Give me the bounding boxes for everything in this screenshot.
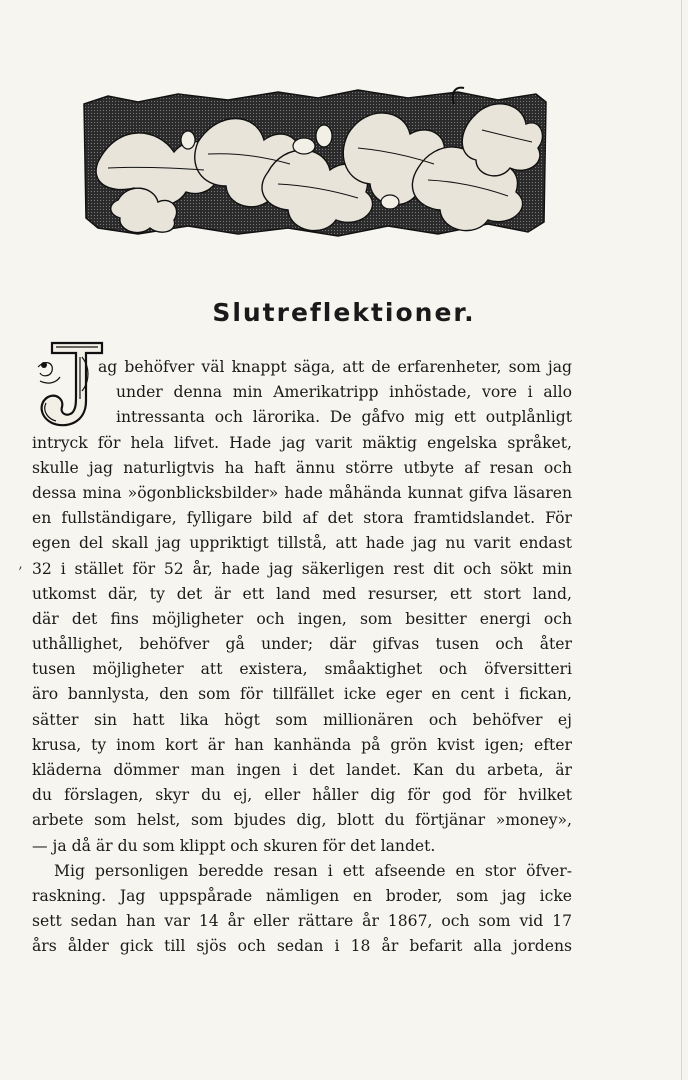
page-edge-line (681, 0, 682, 1080)
text-line: där det fins möjligheter och ingen, som besitter energi och (32, 609, 572, 628)
text-line: dessa mina »ögonblicksbilder» hade måhända kunnat gifva läsaren (32, 483, 572, 502)
text-line: skulle jag naturligtvis ha haft ännu större utbyte af resan och (32, 458, 572, 477)
text-line: 32 i stället för 52 år, hade jag säkerligen rest dit och sökt min (32, 559, 572, 578)
text-line: Mig personligen beredde resan i ett afseende en stor öfver- (54, 861, 572, 880)
text-line: — ja då är du som klippt och skuren för det landet. (32, 836, 436, 855)
text-line: krusa, ty inom kort är han kanhända på grön kvist igen; efter (32, 735, 572, 754)
text-line: raskning. Jag uppspårade nämligen en broder, som jag icke (32, 886, 572, 905)
text-line: års ålder gick till sjös och sedan i 18 år befarit alla jordens (32, 937, 572, 956)
text-line: uthållighet, behöfver gå under; där gifvas tusen och åter (32, 635, 572, 654)
text-line: tusen möjligheter att existera, småaktighet och öfversitteri (32, 660, 572, 679)
text-line: arbete som helst, som bjudes dig, blott du förtjänar »money», (32, 811, 572, 830)
text-line: en fullständigare, fylligare bild af det stora framtidslandet. För (32, 509, 572, 528)
text-line: du förslagen, skyr du ej, eller håller dig för god för hvilket (32, 786, 572, 805)
text-line: intryck för hela lifvet. Hade jag varit mäktig engelska språket, (32, 433, 572, 452)
text-line: sätter sin hatt lika högt som millionären och behöfver ej (32, 710, 572, 729)
chapter-heading: Slutreflektioner. (212, 298, 476, 327)
text-line: ag behöfver väl knappt säga, att de erfarenheter, som jag (98, 358, 572, 376)
text-line: sett sedan han var 14 år eller rättare år 1867, och som vid 17 (32, 912, 572, 931)
text-line: egen del skall jag uppriktigt tillstå, att hade jag nu varit endast (32, 534, 572, 553)
margin-mark: ’ (18, 565, 23, 581)
text-line: äro bannlysta, den som för tillfället icke eger en cent i fickan, (32, 685, 572, 704)
text-line: intressanta och lärorika. De gåfvo mig ett outplånligt (116, 408, 572, 427)
body-text (32, 355, 572, 960)
text-line: kläderna dömmer man ingen i det landet. Kan du arbeta, är (32, 761, 572, 779)
text-line: under denna min Amerikatripp inhöstade, vore i allo (116, 383, 572, 402)
text-line: utkomst där, ty det är ett land med resurser, ett stort land, (32, 584, 572, 603)
oak-leaf-vignette (78, 82, 550, 242)
